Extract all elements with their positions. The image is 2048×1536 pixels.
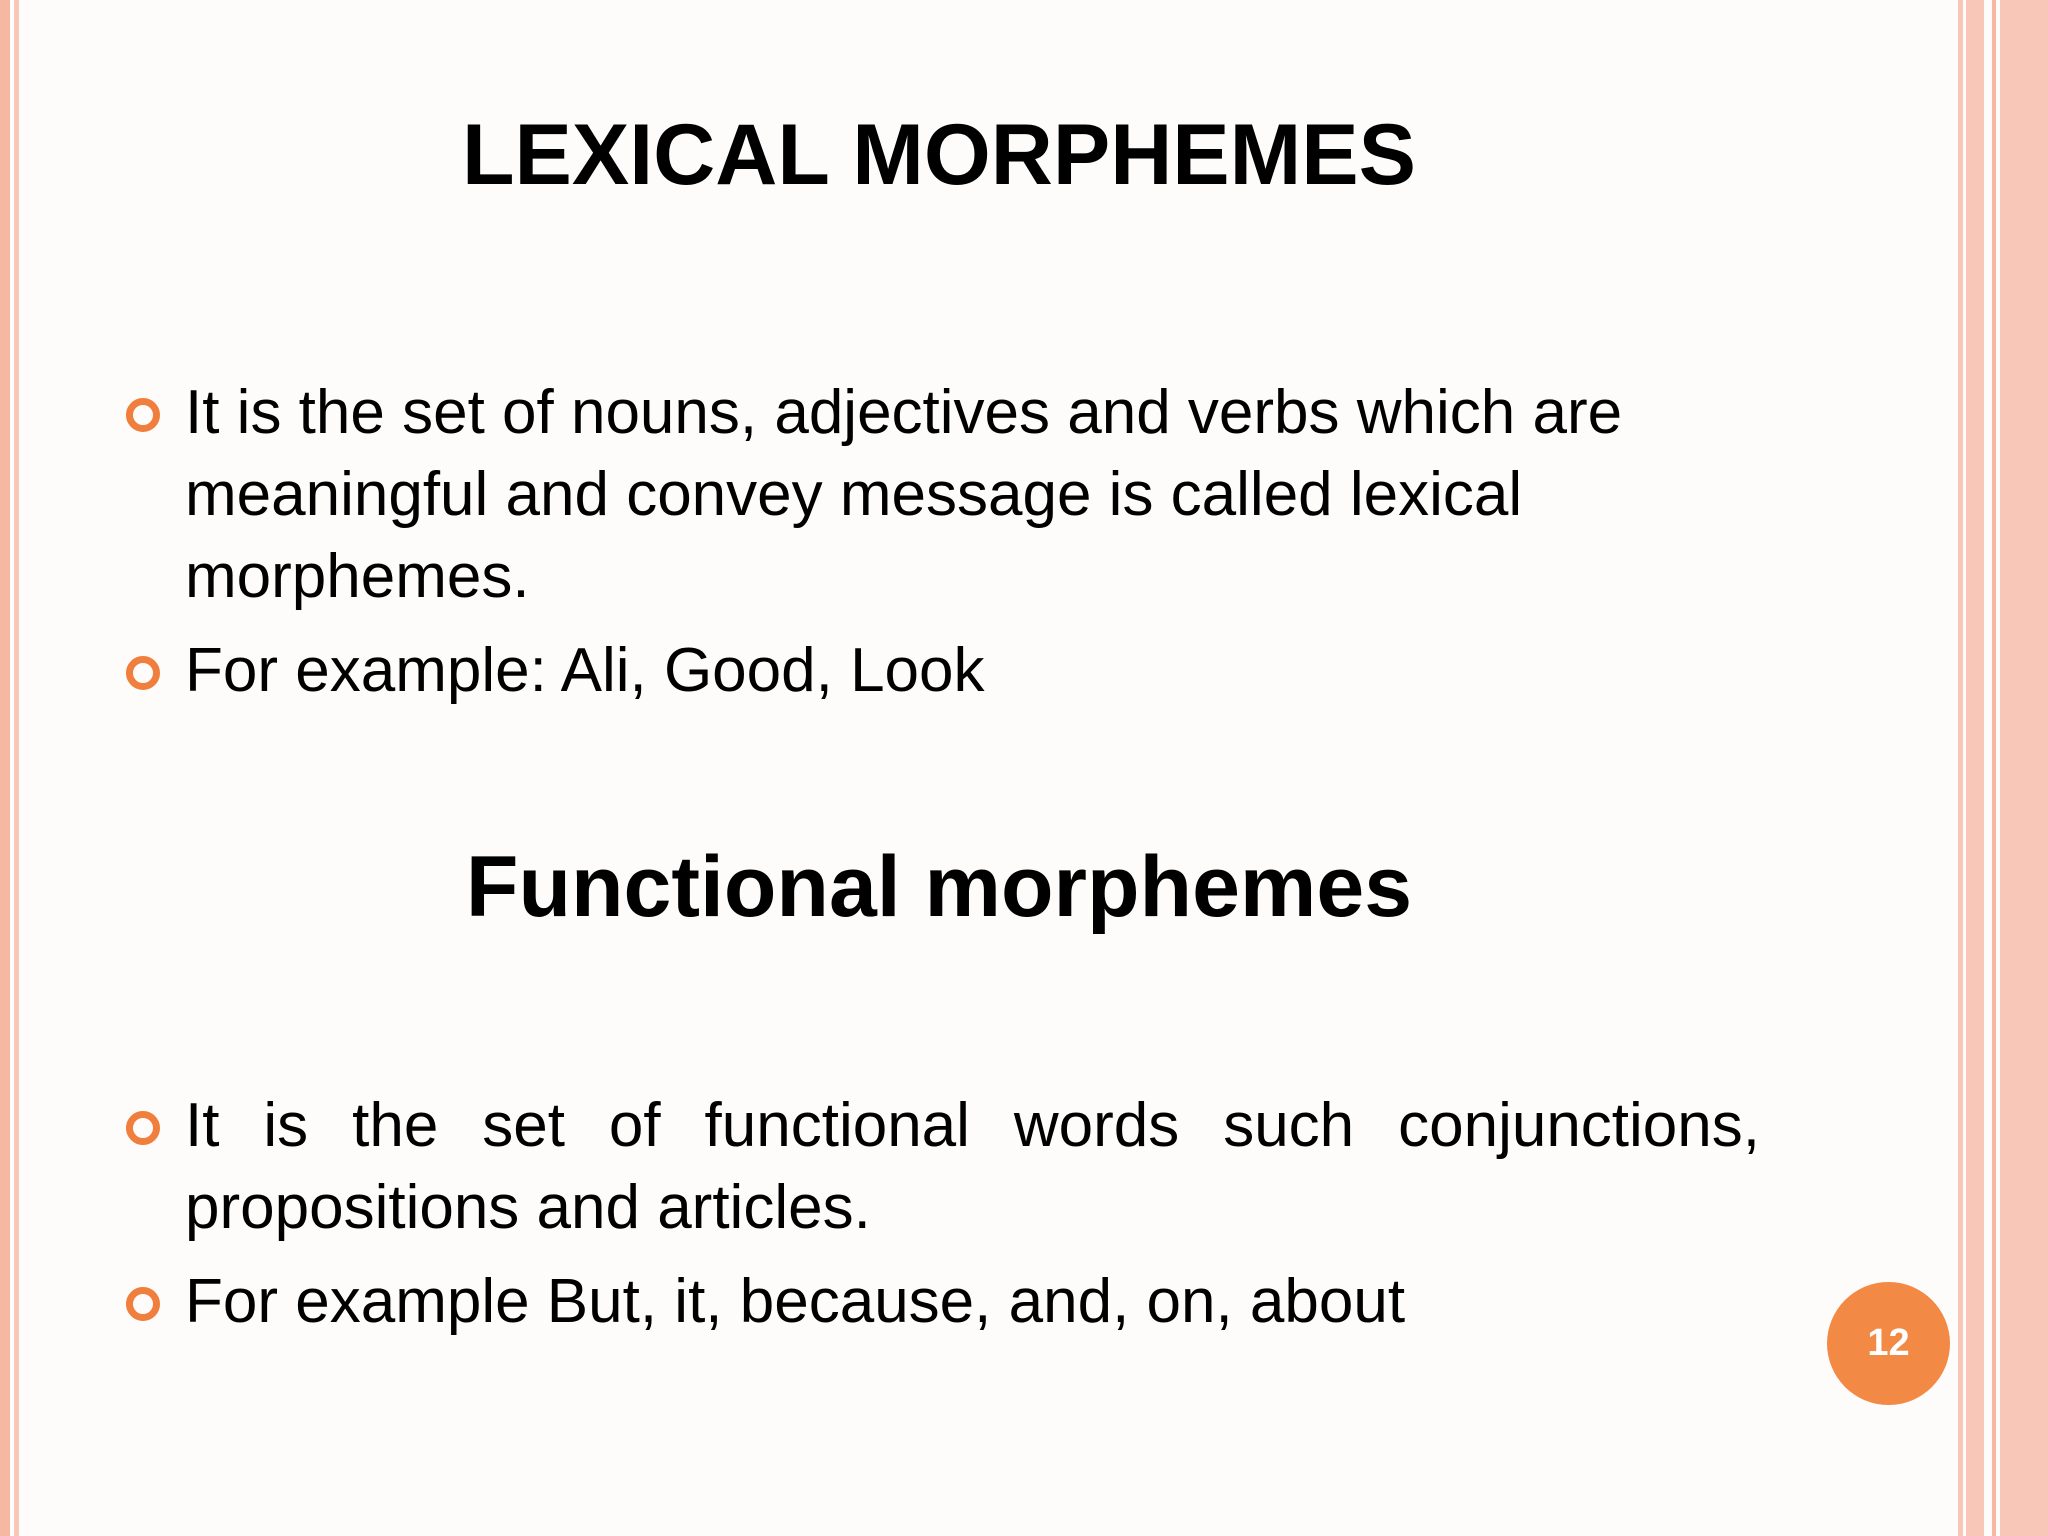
right-border-stripe-thin <box>1958 0 1963 1536</box>
bullet-text: For example But, it, because, and, on, about <box>185 1267 1406 1336</box>
ring-bullet-icon <box>126 1111 160 1145</box>
list-item <box>0 1085 1760 1249</box>
list-item <box>0 372 1660 618</box>
lexical-morphemes-title: LEXICAL MORPHEMES <box>461 107 1417 203</box>
bullet-text: It is the set of functional words such conjunctions, propositions and articles. <box>185 1091 1760 1242</box>
page-number-badge: 12 <box>1827 1282 1950 1405</box>
ring-bullet-icon <box>126 398 160 432</box>
right-border-stripe <box>1966 0 1984 1536</box>
bullet-text: For example: Ali, Good, Look <box>185 636 985 705</box>
right-border-stripe-wide <box>2000 0 2048 1536</box>
list-item <box>0 1261 1760 1343</box>
functional-bullet-list <box>0 1085 1760 1355</box>
list-item <box>0 630 1660 712</box>
ring-bullet-icon <box>126 656 160 690</box>
bullet-text: It is the set of nouns, adjectives and verbs which are meaningful and convey message is called lexical morphemes. <box>185 378 1623 611</box>
ring-bullet-icon <box>126 1287 160 1321</box>
functional-morphemes-title: Functional morphemes <box>465 839 1413 935</box>
lexical-bullet-list <box>0 372 1660 724</box>
right-border-stripe-line <box>1992 0 1996 1536</box>
